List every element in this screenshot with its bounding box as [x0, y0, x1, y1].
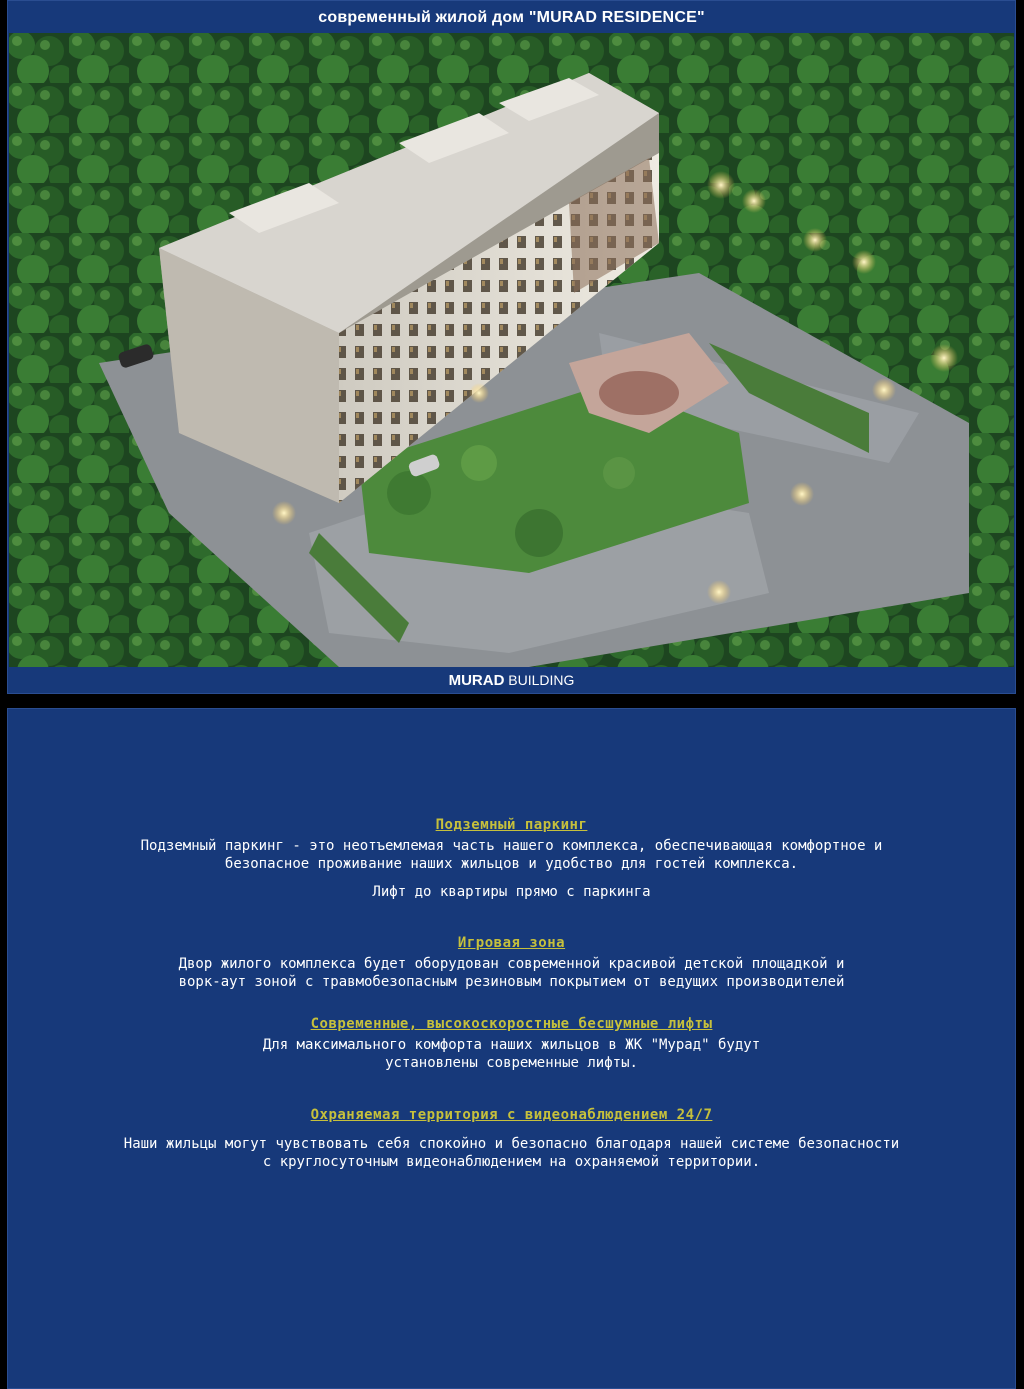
caption-suffix: BUILDING: [504, 672, 575, 688]
hero-panel: [7, 0, 1016, 694]
feature-text: ворк-аут зоной с травмобезопасным резиновым покрытием от ведущих производителей: [178, 974, 845, 990]
feature-text: установлены современные лифты.: [385, 1055, 638, 1071]
feature-text: Подземный паркинг - это неотъемлемая часть нашего комплекса, обеспечивающая комфортное и: [140, 838, 883, 854]
feature-text: Лифт до квартиры прямо с паркинга: [372, 884, 651, 900]
feature-title: Охраняемая территория с видеонаблюдением 24/7: [310, 1107, 713, 1123]
feature-elevators: [8, 1015, 1015, 1072]
building-render-image: [9, 33, 1014, 667]
features-panel: [7, 708, 1016, 1389]
feature-playground: [8, 934, 1015, 991]
feature-text: безопасное проживание наших жильцов и удобство для гостей комплекса.: [224, 856, 799, 872]
feature-title: Подземный паркинг: [435, 817, 588, 833]
feature-title: Современные, высокоскоростные бесшумные лифты: [310, 1016, 713, 1032]
feature-security: [8, 1106, 1015, 1171]
feature-text: Для максимального комфорта наших жильцов в ЖК "Мурад" будут: [262, 1037, 761, 1053]
caption-brand: MURAD: [448, 672, 505, 689]
feature-text: Наши жильцы могут чувствовать себя спокойно и безопасно благодаря нашей системе безопасности: [123, 1136, 900, 1152]
feature-text: Двор жилого комплекса будет оборудован современной красивой детской площадкой и: [178, 956, 845, 972]
feature-title: Игровая зона: [457, 935, 566, 951]
feature-text: с круглосуточным видеонаблюдением на охраняемой территории.: [262, 1154, 761, 1170]
page-title: современный жилой дом "MURAD RESIDENCE": [318, 9, 705, 26]
feature-parking: [8, 816, 1015, 901]
hero-caption: [8, 672, 1015, 689]
